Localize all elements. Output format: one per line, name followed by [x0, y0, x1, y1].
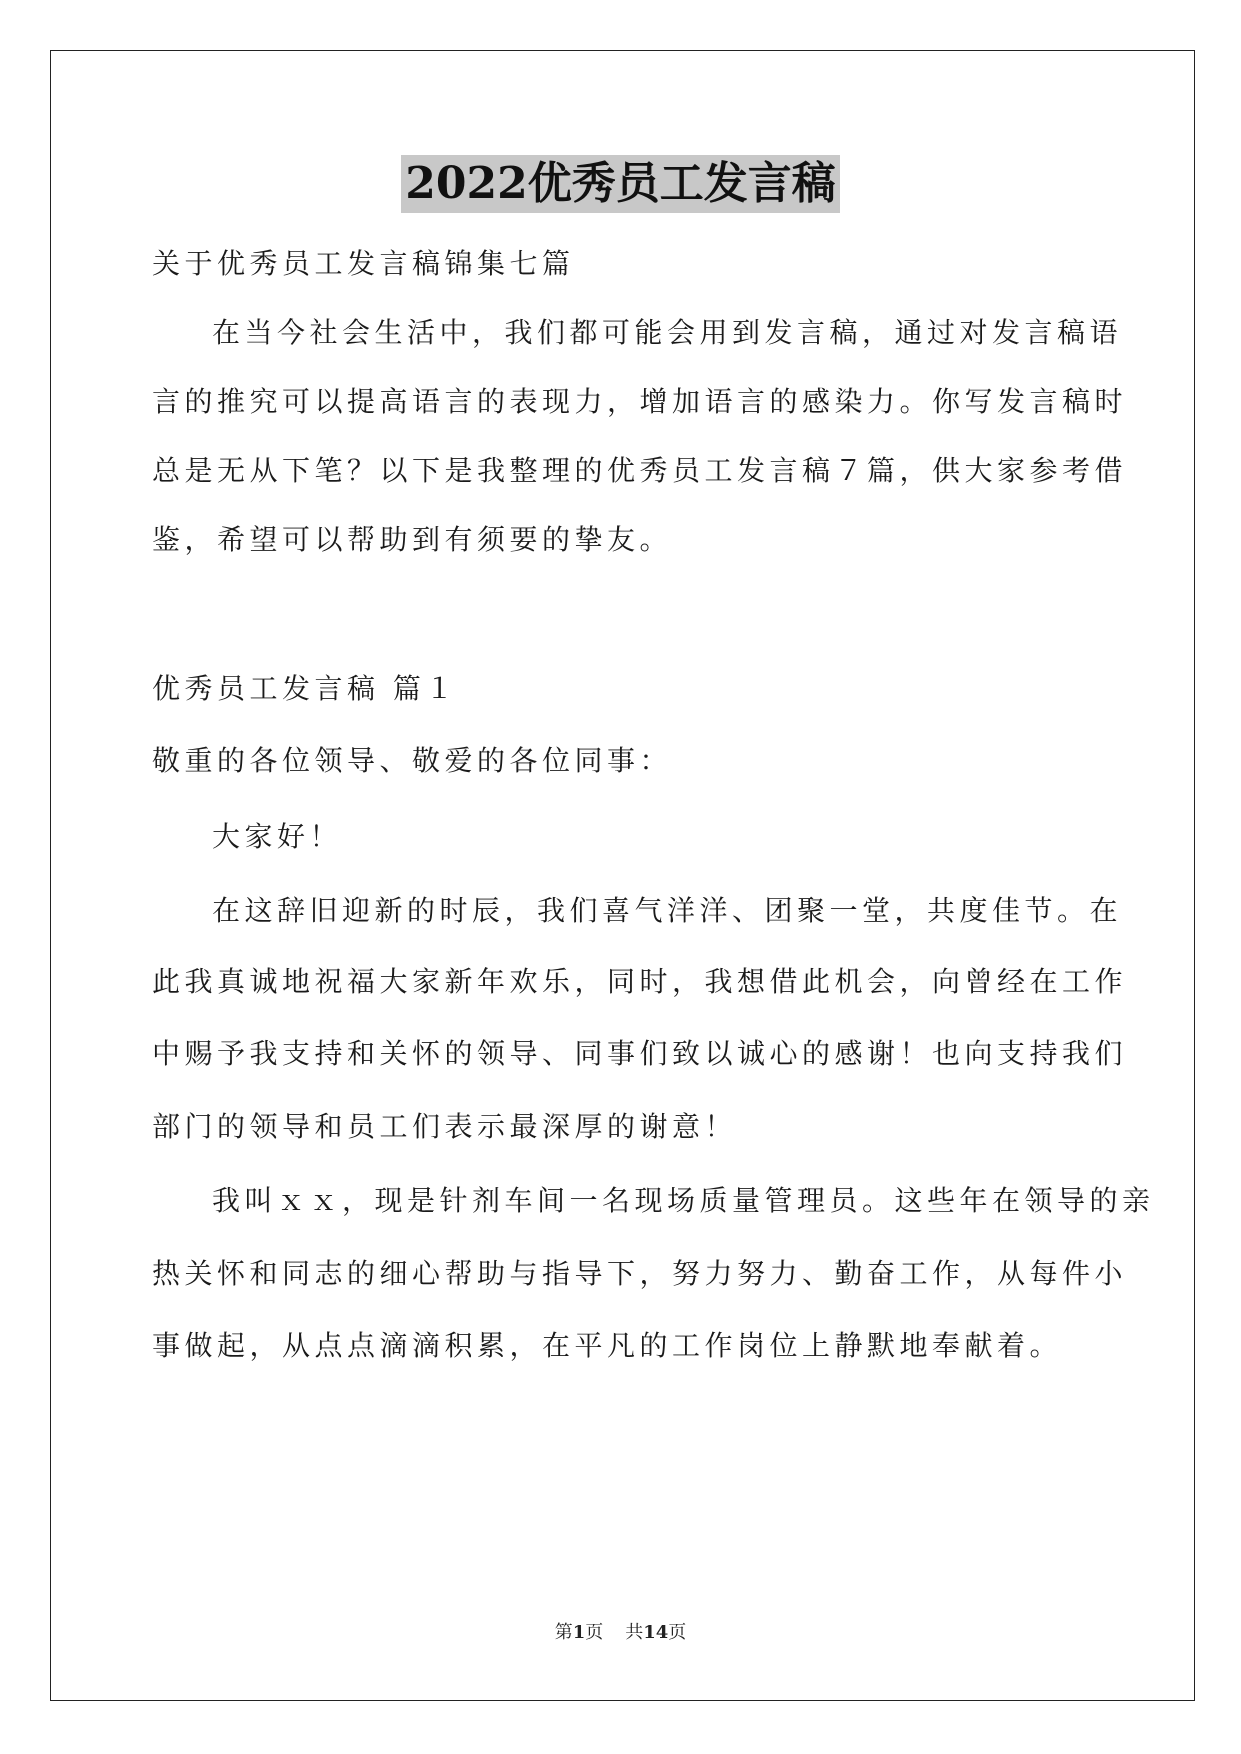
- page-border: [50, 50, 1195, 1701]
- para1-line-1: 在这辞旧迎新的时辰，我们喜气洋洋、团聚一堂，共度佳节。在: [212, 894, 1123, 927]
- para1-line-4: 部门的领导和员工们表示最深厚的谢意！: [152, 1110, 738, 1143]
- intro-line-3: 总是无从下笔？以下是我整理的优秀员工发言稿７篇，供大家参考借: [152, 454, 1128, 487]
- page-footer: [0, 1621, 1241, 1645]
- section-heading: 优秀员工发言稿 篇１: [152, 672, 458, 705]
- page-total: 14: [643, 1622, 669, 1643]
- para2-line-1: 我叫ｘｘ，现是针剂车间一名现场质量管理员。这些年在领导的亲: [212, 1184, 1155, 1217]
- page-current: 1: [572, 1622, 586, 1643]
- para1-line-3: 中赐予我支持和关怀的领导、同事们致以诚心的感谢！也向支持我们: [152, 1037, 1128, 1070]
- intro-line-1: 在当今社会生活中，我们都可能会用到发言稿，通过对发言稿语: [212, 316, 1123, 349]
- para2-line-3: 事做起，从点点滴滴积累，在平凡的工作岗位上静默地奉献着。: [152, 1329, 1063, 1362]
- para2-line-2: 热关怀和同志的细心帮助与指导下，努力努力、勤奋工作，从每件小: [152, 1257, 1128, 1290]
- total-prefix: 共: [625, 1622, 644, 1643]
- greeting: 大家好！: [212, 820, 343, 853]
- intro-line-4: 鉴，希望可以帮助到有须要的挚友。: [152, 523, 673, 556]
- page-suffix: 页: [585, 1622, 604, 1643]
- salutation: 敬重的各位领导、敬爱的各位同事：: [152, 744, 673, 777]
- para1-line-2: 此我真诚地祝福大家新年欢乐，同时，我想借此机会，向曾经在工作: [152, 965, 1128, 998]
- total-suffix: 页: [668, 1622, 687, 1643]
- intro-line-2: 言的推究可以提高语言的表现力，增加语言的感染力。你写发言稿时: [152, 385, 1128, 418]
- subtitle: 关于优秀员工发言稿锦集七篇: [152, 247, 575, 280]
- page-prefix: 第: [554, 1622, 573, 1643]
- document-title: 2022优秀员工发言稿: [401, 155, 839, 213]
- title-container: [0, 155, 1241, 213]
